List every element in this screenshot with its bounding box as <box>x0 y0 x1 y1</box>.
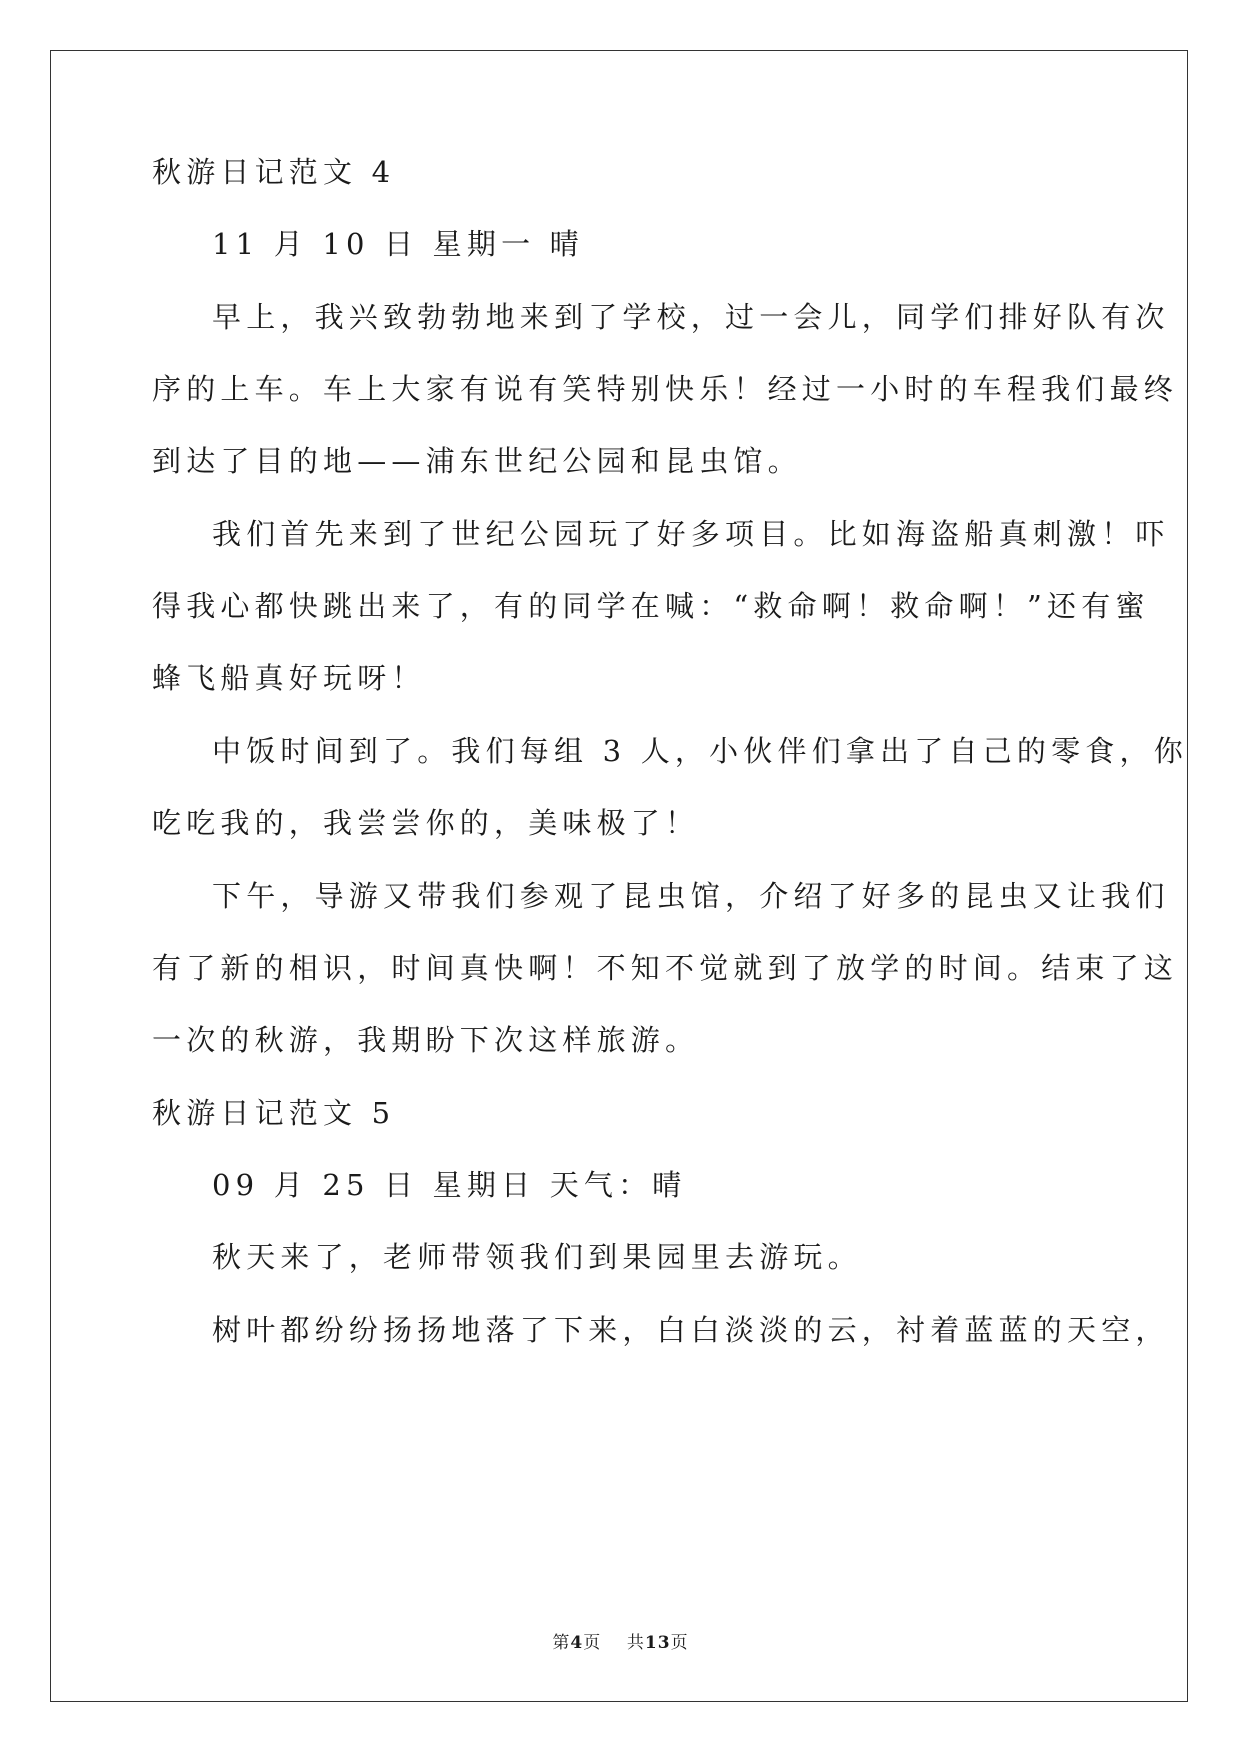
page-total: 共13页 <box>626 1633 689 1653</box>
paragraph-line: 蜂飞船真好玩呀！ <box>152 661 426 695</box>
section-heading-5: 秋游日记范文 5 <box>152 1096 396 1130</box>
paragraph-line: 我们首先来到了世纪公园玩了好多项目。比如海盗船真刺激！吓 <box>212 517 1170 551</box>
section-heading-4: 秋游日记范文 4 <box>152 155 396 189</box>
paragraph-line: 秋天来了，老师带领我们到果园里去游玩。 <box>212 1240 862 1274</box>
diary-date-5: 09 月 25 日 星期日 天气：晴 <box>212 1168 687 1202</box>
paragraph-line: 下午，导游又带我们参观了昆虫馆，介绍了好多的昆虫又让我们 <box>212 879 1170 913</box>
page-footer <box>0 1632 1241 1654</box>
paragraph-line: 序的上车。车上大家有说有笑特别快乐！经过一小时的车程我们最终 <box>152 372 1179 406</box>
paragraph-line: 早上，我兴致勃勃地来到了学校，过一会儿，同学们排好队有次 <box>212 300 1170 334</box>
paragraph-line: 有了新的相识，时间真快啊！不知不觉就到了放学的时间。结束了这 <box>152 951 1179 985</box>
paragraph-line: 到达了目的地——浦东世纪公园和昆虫馆。 <box>152 444 802 478</box>
page-number: 第4页 <box>552 1633 602 1653</box>
paragraph-line: 中饭时间到了。我们每组 3 人，小伙伴们拿出了自己的零食，你 <box>212 734 1188 768</box>
paragraph-line: 得我心都快跳出来了，有的同学在喊：“救命啊！救命啊！”还有蜜 <box>152 589 1150 623</box>
paragraph-line: 树叶都纷纷扬扬地落了下来，白白淡淡的云，衬着蓝蓝的天空， <box>212 1313 1170 1347</box>
diary-date-4: 11 月 10 日 星期一 晴 <box>212 227 584 261</box>
paragraph-line: 一次的秋游，我期盼下次这样旅游。 <box>152 1023 700 1057</box>
paragraph-line: 吃吃我的，我尝尝你的，美味极了！ <box>152 806 700 840</box>
